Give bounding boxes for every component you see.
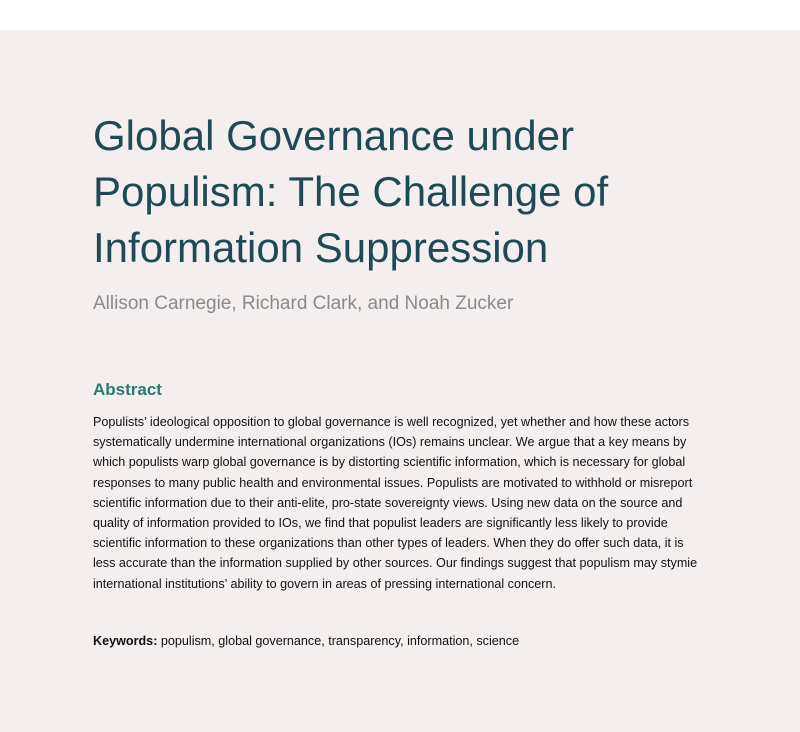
keywords-line — [93, 631, 519, 651]
abstract-text: Populists’ ideological opposition to global governance is well recognized, yet whether and how these actors systematically undermine international organizations (IOs) remains unclear. We argue that a key means by which populists warp global governance is by distorting scientific information, which is necessary for global responses to many public health and environmental issues. Populists are motivated to withhold or misreport scientific information due to their anti-elite, pro-state sovereignty views. Using new data on the source and quality of information provided to IOs, we find that populist leaders are significantly less likely to provide scientific information to these organizations than other types of leaders. When they do offer such data, it is less accurate than the information supplied by other sources. Our findings suggest that populism may stymie international institutions’ ability to govern in areas of pressing international concern. — [93, 415, 698, 591]
abstract-heading: Abstract — [93, 380, 162, 399]
keywords-list: populism, global governance, transparency, information, science — [157, 634, 520, 648]
paper-page — [0, 30, 800, 732]
paper-title: Global Governance under Populism: The Challenge of Information Suppression — [93, 112, 609, 271]
keywords-label: Keywords: — [93, 634, 158, 648]
author-list: Allison Carnegie, Richard Clark, and Noah Zucker — [93, 293, 514, 314]
